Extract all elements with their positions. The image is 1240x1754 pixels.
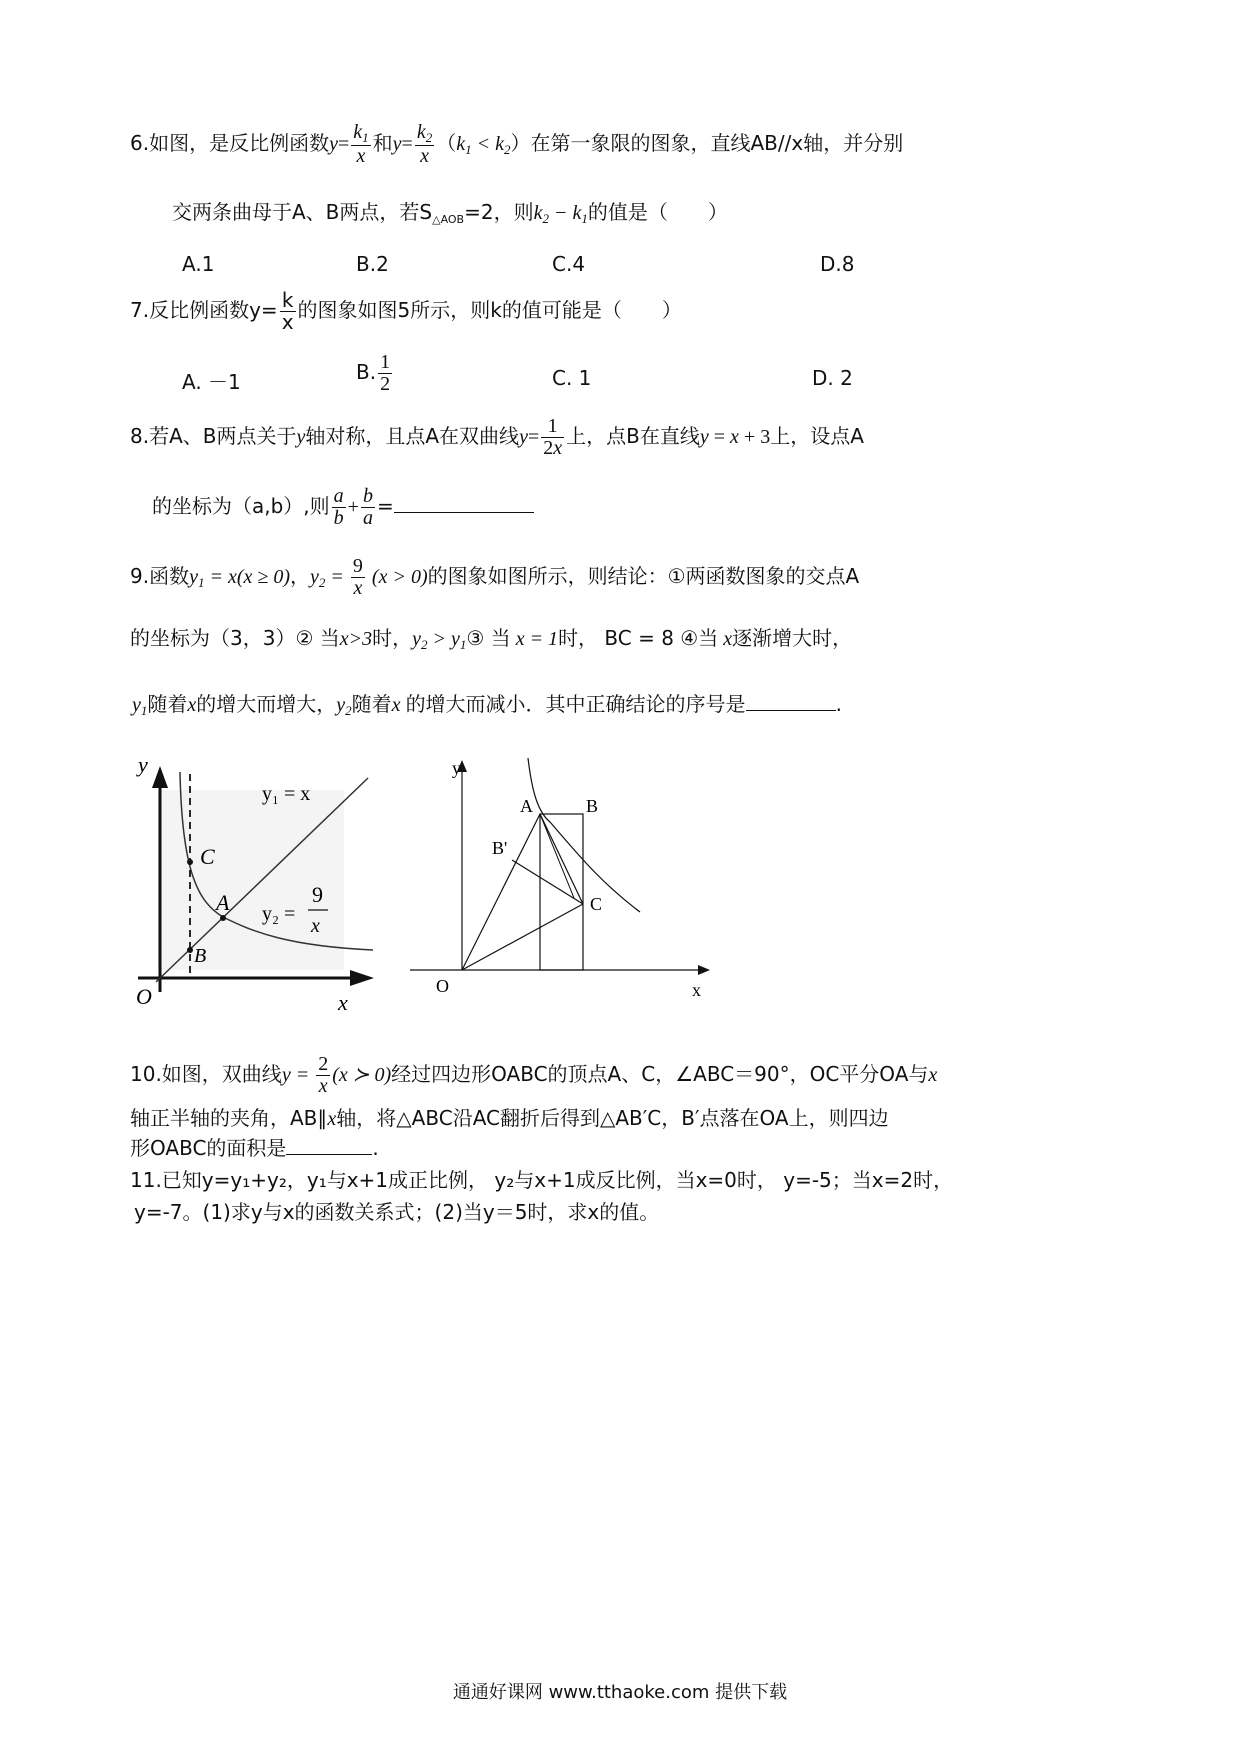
formula-k2-minus-k1: $k_2 - k_1$ <box>533 202 588 226</box>
q7-line: 7.反比例函数y= $\frac{k}{x}$ 的图象如图5所示，则k的值可能是（ ） <box>130 288 682 334</box>
curve-y2-label: y₂ = <box>262 903 296 925</box>
fraction-b-over-a: $\frac{b}{a}$ <box>362 485 373 529</box>
figure-background <box>158 790 344 970</box>
x-axis-arrow <box>698 965 710 975</box>
q7-option-c: C. 1 <box>552 366 592 390</box>
q7-option-a: A. －1 <box>182 370 241 394</box>
rectangle-outline <box>540 814 583 970</box>
q10-line1: 10.如图，双曲线y = $\frac{2}{x}$ (x ≻ 0)经过四边形OABC的顶点A、C，∠ABC＝90°，OC平分OA与x <box>130 1053 938 1097</box>
y-axis-label: y <box>138 752 148 777</box>
answer-blank <box>394 494 534 513</box>
curve-y2-numerator: 9 <box>312 882 323 907</box>
q9-line2: 的坐标为（3，3）② 当x>3时，$y_2$ > $y_1③$ 当 x = 1时， BC = 8 ④当 x逐渐增大时， <box>130 626 853 652</box>
fraction-9-over-x: $\frac{9}{x}$ <box>352 555 363 599</box>
q10-line3: 形OABC的面积是 . <box>130 1136 379 1160</box>
q6-line2: 交两条曲母于A、B两点，若$S_{\triangle AOB}=2$，则$k_2 - k_1$的值是（ ） <box>172 200 728 226</box>
fraction-1-over-2x: $\frac{1}{2x}$ <box>543 415 563 459</box>
q7-option-b: B. $\frac{1}{2}$ <box>356 351 391 395</box>
origin-label: O <box>136 984 152 1009</box>
condition-k1-lt-k2: $k_1 < k_2$ <box>456 132 511 157</box>
line-y1-label: y₁ = x <box>262 783 311 805</box>
label-c: C <box>590 894 603 914</box>
q6-line1: 6.如图，是反比例函数y= $\frac{k_1}{x}$ 和y= $\frac{k_2}{x}$ $(k_1 < k_2)$在第一象限的图象，直线AB//x轴，并分别 <box>130 121 904 167</box>
fraction-k1-over-x: $\frac{k_1}{x}$ <box>353 121 369 167</box>
answer-blank <box>746 692 836 711</box>
answer-blank <box>286 1136 372 1155</box>
q6-option-a: A.1 <box>182 252 215 276</box>
formula-line-x-plus-3: y <box>699 426 709 448</box>
figure-function-graphs <box>128 752 388 1022</box>
page-footer: 通通好课网 www.tthaoke.com 提供下载 <box>452 1682 788 1703</box>
y-axis-label: y <box>452 758 461 778</box>
fraction-k-over-x: $\frac{k}{x}$ <box>281 288 294 334</box>
x-axis-label: x <box>338 990 348 1015</box>
label-b: B <box>586 796 599 816</box>
fraction-k2-over-x: $\frac{k_2}{x}$ <box>416 121 433 167</box>
q9-line3: $y_1$随着x的增大而增大，$y_2$随着x 的增大而减小．其中正确结论的序号是 . <box>132 692 842 718</box>
q6-option-d: D.8 <box>820 252 855 276</box>
q8-line2: 的坐标为（a,b）,则 $\frac{a}{b}$ + $\frac{b}{a}$ = <box>152 486 534 529</box>
label-a: A <box>216 890 230 915</box>
point-c <box>187 859 193 865</box>
x-axis-arrow <box>350 970 374 986</box>
label-a: A <box>520 796 533 816</box>
segment-a-inner <box>540 814 574 898</box>
fraction-2-over-x: $\frac{2}{x}$ <box>318 1053 329 1097</box>
q8-line1: 8.若A、B两点关于y轴对称，且点A在双曲线y= $\frac{1}{2x}$ 上，点B在直线y = x + 3上，设点A <box>130 415 864 459</box>
q6-option-b: B.2 <box>356 252 389 276</box>
x-axis-label: x <box>692 980 701 1000</box>
fraction-one-half: $\frac{1}{2}$ <box>380 351 391 395</box>
point-a <box>220 915 226 921</box>
label-c: C <box>200 844 215 869</box>
q9-line1: 9.函数$y_1 = x(x \ge 0)$，$y_2$ = $\frac{9}{x}$ (x > 0)的图象如图所示，则结论：①两函数图象的交点A <box>130 555 860 599</box>
q6-option-c: C.4 <box>552 252 586 276</box>
q7-option-d: D. 2 <box>812 366 853 390</box>
y-axis-arrow <box>152 766 168 788</box>
hyperbola <box>528 758 640 912</box>
point-b <box>187 947 193 953</box>
q10-line2: 轴正半轴的夹角，AB∥x轴，将△ABC沿AC翻折后得到△AB′C，B′点落在OA上，则四边 <box>130 1106 889 1130</box>
segment-oc <box>462 904 583 970</box>
curve-y2-denominator: x <box>311 915 320 937</box>
origin-label: O <box>436 976 449 996</box>
q11-line1: 11.已知y=y₁+y₂，y₁与x+1成正比例， y₂与x+1成反比例，当x=0时， y=-5；当x=2时， <box>130 1168 954 1192</box>
figure-quadrilateral-oabc <box>400 752 720 1012</box>
formula-y: y <box>329 132 338 155</box>
q11-line2: y=-7。(1)求y与x的函数关系式；(2)当y＝5时，求x的值。 <box>134 1200 660 1224</box>
label-b: B <box>194 945 207 967</box>
formula-y1: $y_1 = x(x \ge 0)$ <box>189 566 291 590</box>
label-b-prime: B' <box>492 838 508 858</box>
fraction-a-over-b: $\frac{a}{b}$ <box>333 485 344 529</box>
